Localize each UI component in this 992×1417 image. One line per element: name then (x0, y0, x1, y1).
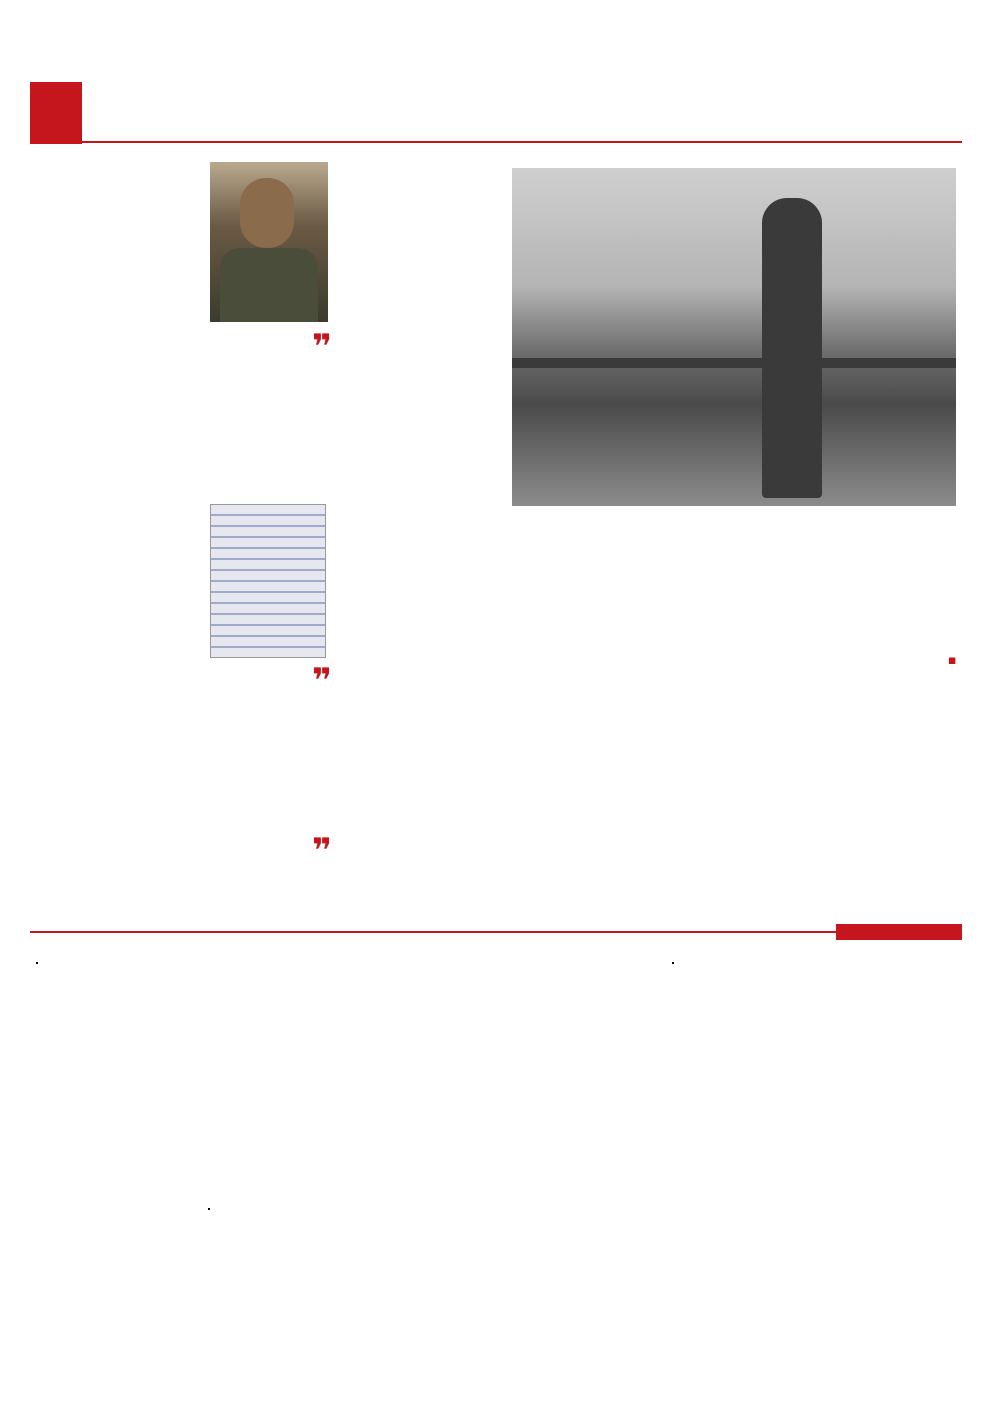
quote-mark-icon: ❞ (312, 661, 332, 701)
photo-figure (762, 198, 822, 498)
article-lead (512, 655, 956, 668)
sudoku-grid[interactable] (36, 962, 38, 964)
newspaper-logo (30, 82, 82, 144)
article-column-2 (670, 770, 810, 918)
puzzle-section-tag (836, 924, 962, 940)
crossword-answer-grid (208, 1208, 210, 1210)
quote-mark-icon: ❞ (312, 831, 332, 871)
portrait-body (220, 248, 318, 322)
main-photo (512, 168, 956, 506)
portrait-face (240, 178, 294, 248)
across-clues (348, 1036, 644, 1224)
letter-caption (323, 504, 333, 656)
article-column-4 (36, 162, 202, 914)
article-column-3 (338, 162, 502, 914)
puzzle-divider (30, 931, 962, 933)
down-clues (348, 1246, 644, 1370)
photo-bridge (512, 358, 956, 368)
section-title (430, 88, 550, 132)
header-divider (30, 141, 962, 143)
handwritten-letter-image (210, 504, 326, 658)
crossword-grid[interactable] (672, 962, 674, 964)
martyr-portrait (210, 162, 328, 322)
author-bullet-icon: ■ (947, 656, 956, 666)
article-column-1 (816, 770, 956, 918)
quote-mark-icon: ❞ (312, 327, 332, 367)
